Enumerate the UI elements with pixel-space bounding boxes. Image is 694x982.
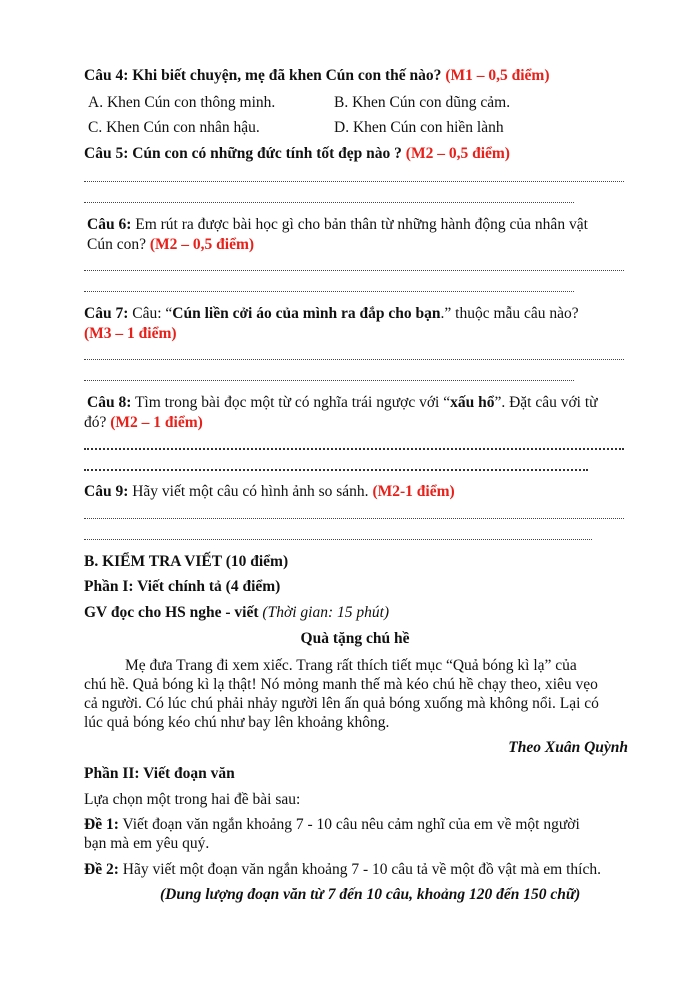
q4-option-c[interactable]: C. Khen Cún con nhân hậu. (88, 119, 260, 136)
q8-pre: Tìm trong bài đọc một từ có nghĩa trái ngược với “ (131, 394, 451, 411)
q4-option-a[interactable]: A. Khen Cún con thông minh. (88, 94, 276, 111)
q8-label: Câu 8: (87, 394, 132, 411)
story-line-2: chú hề. Quả bóng kì lạ thật! Nó mỏng manh thế mà kéo chú hề chạy theo, xiêu vẹo (84, 676, 598, 693)
topic-2-label: Đề 2: (84, 861, 119, 878)
story-title: Quà tặng chú hề (300, 630, 410, 647)
q9-mark: (M2-1 điểm) (372, 483, 455, 500)
answer-line[interactable] (84, 359, 624, 360)
question-8-line-2 (84, 413, 203, 432)
q7-label: Câu 7: (84, 305, 129, 322)
question-6-line-1 (87, 215, 588, 234)
q6-label: Câu 6: (87, 216, 132, 233)
answer-line[interactable] (84, 380, 574, 381)
topic-2-text: Hãy viết một đoạn văn ngắn khoảng 7 - 10 câu tả về một đồ vật mà em thích. (118, 861, 601, 878)
topic-1-line-2: bạn mà em yêu quý. (84, 835, 210, 852)
dictation-instruction (84, 603, 389, 622)
topic-1-line-1 (84, 815, 580, 834)
q4-mark: (M1 – 0,5 điểm) (445, 67, 550, 84)
instruction-text: GV đọc cho HS nghe - viết (84, 604, 259, 621)
answer-line[interactable] (84, 181, 624, 182)
part-2-title: Phần II: Viết đoạn văn (84, 765, 235, 782)
q8-text-2: đó? (84, 414, 107, 431)
question-7-line-1 (84, 304, 579, 323)
answer-line[interactable] (84, 202, 574, 203)
q6-mark: (M2 – 0,5 điểm) (149, 236, 255, 253)
answer-line[interactable] (84, 291, 574, 292)
q5-text: Cún con có những đức tính tốt đẹp nào ? (128, 145, 402, 162)
answer-line[interactable] (84, 448, 624, 450)
q6-text-2: Cún con? (87, 236, 146, 253)
q9-text: Hãy viết một câu có hình ảnh so sánh. (128, 483, 369, 500)
answer-line[interactable] (84, 270, 624, 271)
q4-label: Câu 4: (84, 67, 129, 84)
q8-word: xấu hổ (450, 394, 495, 411)
q7-post: .” thuộc mẫu câu nào? (440, 305, 579, 322)
q6-text: Em rút ra được bài học gì cho bản thân từ những hành động của nhân vật (131, 216, 588, 233)
part-1-title: Phần I: Viết chính tả (4 điểm) (84, 578, 281, 595)
q9-label: Câu 9: (84, 483, 129, 500)
story-line-4: lúc quả bóng kéo chú như bay lên khoảng không. (84, 714, 390, 731)
q8-mark: (M2 – 1 điểm) (110, 414, 203, 431)
q4-option-d[interactable]: D. Khen Cún con hiền lành (334, 119, 504, 136)
question-9 (84, 482, 455, 501)
q4-option-b[interactable]: B. Khen Cún con dũng cảm. (334, 94, 511, 111)
choose-instruction: Lựa chọn một trong hai đề bài sau: (84, 791, 301, 808)
topic-1-label: Đề 1: (84, 816, 119, 833)
answer-line[interactable] (84, 518, 624, 519)
section-b-title: B. KIỂM TRA VIẾT (10 điểm) (84, 553, 289, 570)
length-note: (Dung lượng đoạn văn từ 7 đến 10 câu, khoảng 120 đến 150 chữ) (160, 886, 581, 903)
question-8-line-1 (87, 393, 598, 412)
topic-1-text: Viết đoạn văn ngắn khoảng 7 - 10 câu nêu cảm nghĩ của em về một người (118, 816, 580, 833)
question-5 (84, 144, 510, 163)
q8-post: ”. Đặt câu với từ (494, 394, 598, 411)
story-author: Theo Xuân Quỳnh (508, 739, 628, 756)
q7-pre: Câu: “ (128, 305, 173, 322)
topic-2 (84, 860, 601, 879)
question-4 (84, 66, 549, 85)
time-note: (Thời gian: 15 phút) (258, 604, 390, 621)
q5-label: Câu 5: (84, 145, 129, 162)
q7-mark: (M3 – 1 điểm) (84, 325, 177, 342)
q4-text: Khi biết chuyện, mẹ đã khen Cún con thế nào? (128, 67, 442, 84)
answer-line[interactable] (84, 539, 592, 540)
question-6-line-2 (87, 235, 254, 254)
q7-quote: Cún liền cởi áo của mình ra đắp cho bạn (172, 305, 441, 322)
story-line-1: Mẹ đưa Trang đi xem xiếc. Trang rất thích tiết mục “Quả bóng kì lạ” của (125, 657, 577, 674)
story-line-3: cả người. Có lúc chú phải nhảy người lên ấn quả bóng xuống mà không nổi. Lại có (84, 695, 599, 712)
question-7-line-2 (84, 324, 177, 343)
answer-line[interactable] (84, 469, 588, 471)
q5-mark: (M2 – 0,5 điểm) (405, 145, 510, 162)
